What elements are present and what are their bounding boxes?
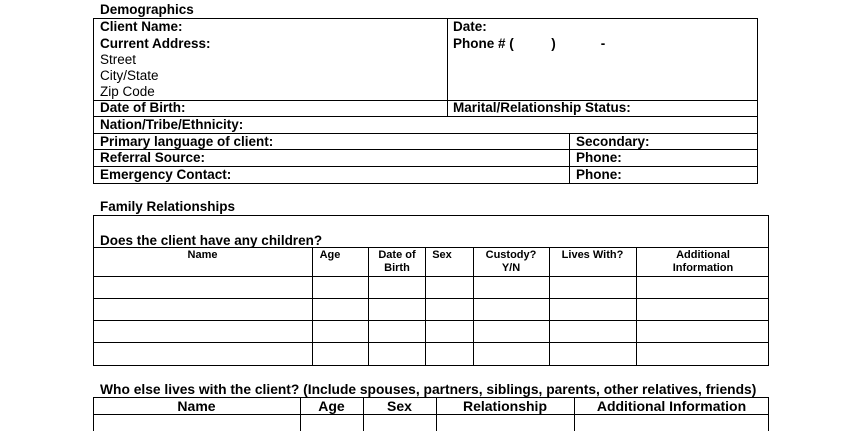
emergency-phone-field[interactable]: Phone: [576,167,622,182]
date-field[interactable]: Date: [453,19,487,34]
children-row-2[interactable] [94,299,768,320]
referral-source-field[interactable]: Referral Source: [100,150,206,165]
children-col-custody: Custody? Y/N [485,249,537,274]
date-of-birth-field[interactable]: Date of Birth: [100,100,186,115]
children-row-3[interactable] [94,321,768,342]
household-col-relationship: Relationship [462,398,547,414]
children-question: Does the client have any children? [100,233,323,248]
household-row-1[interactable] [94,415,768,431]
city-state-label: City/State [100,68,159,83]
referral-phone-field[interactable]: Phone: [576,150,622,165]
children-col-additional-info: Additional Information [672,249,734,274]
family-relationships-heading: Family Relationships [100,199,236,214]
street-label: Street [100,52,137,67]
household-col-age: Age [318,398,345,414]
secondary-language-field[interactable]: Secondary: [576,134,650,149]
household-col-sex: Sex [387,398,412,414]
zip-code-label: Zip Code [100,84,155,99]
children-col-name: Name [187,249,218,261]
current-address-field[interactable]: Current Address: [100,36,211,51]
children-col-date-of-birth: Date of Birth [378,249,416,274]
household-question: Who else lives with the client? (Include spouses, partners, siblings, parents, other relatives, friends) [100,382,757,397]
children-row-1[interactable] [94,277,768,298]
household-col-additional-info: Additional Information [596,398,747,414]
children-col-sex: Sex [432,249,452,261]
phone-field[interactable]: Phone # ( ) - [453,36,606,51]
children-col-lives-with: Lives With? [561,249,624,261]
children-col-age: Age [319,249,341,261]
primary-language-field[interactable]: Primary language of client: [100,134,274,149]
marital-status-field[interactable]: Marital/Relationship Status: [453,100,631,115]
client-name-field[interactable]: Client Name: [100,19,183,34]
children-row-4[interactable] [94,343,768,365]
household-col-name: Name [177,398,216,414]
nation-tribe-field[interactable]: Nation/Tribe/Ethnicity: [100,117,244,132]
emergency-contact-field[interactable]: Emergency Contact: [100,167,232,182]
demographics-heading: Demographics [100,2,194,17]
